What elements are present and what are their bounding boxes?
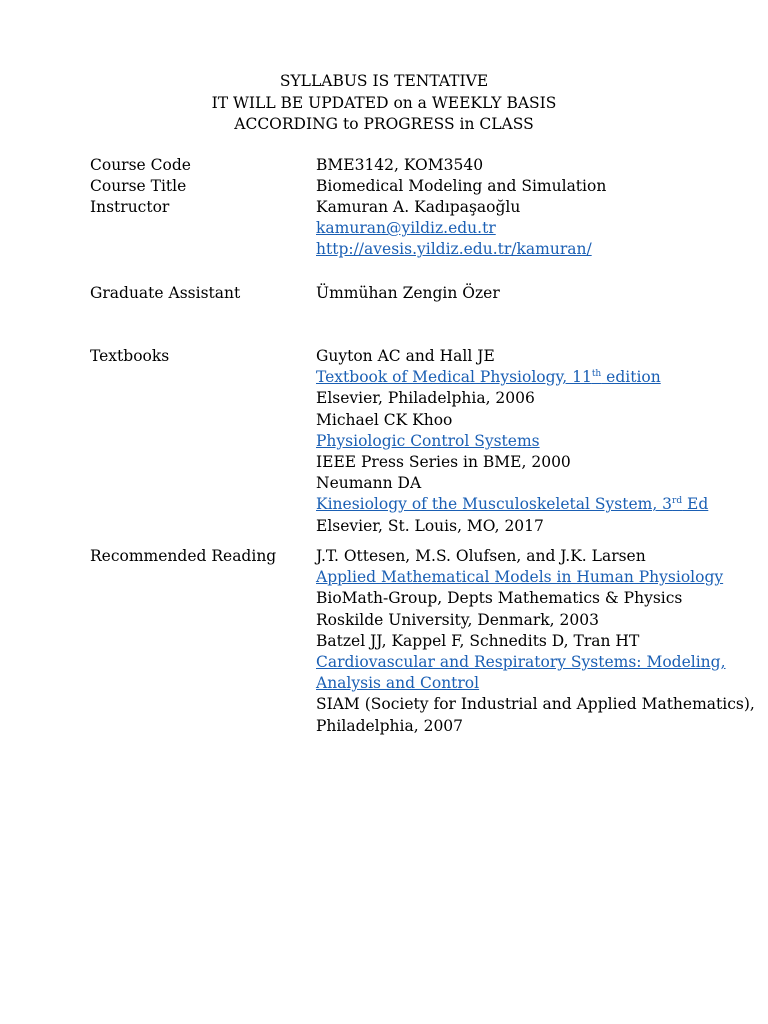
reading2-title-link-line1[interactable]: Cardiovascular and Respiratory Systems: Modeling,	[316, 653, 726, 672]
course-title-label: Course Title	[90, 177, 187, 195]
reading1-publisher-line2: Roskilde University, Denmark, 2003	[316, 610, 599, 629]
book3-title: Kinesiology of the Musculoskeletal System, 3	[316, 495, 673, 514]
book1-publisher: Elsevier, Philadelphia, 2006	[316, 389, 535, 408]
assistant-label: Graduate Assistant	[90, 284, 241, 302]
book1-title-sup: th	[591, 369, 602, 380]
instructor-email-link[interactable]: kamuran@yildiz.edu.tr	[316, 219, 496, 238]
book2-publisher: IEEE Press Series in BME, 2000	[316, 453, 571, 472]
instructor-label: Instructor	[90, 198, 170, 216]
reading2-authors: Batzel JJ, Kappel F, Schnedits D, Tran HT	[316, 631, 640, 650]
reading-list	[316, 546, 756, 737]
reading2-title-link-line2[interactable]: Analysis and Control	[316, 674, 480, 693]
book3-publisher: Elsevier, St. Louis, MO, 2017	[316, 516, 544, 535]
syllabus-header	[0, 71, 768, 136]
course-title-value: Biomedical Modeling and Simulation	[316, 177, 607, 195]
header-line-3: ACCORDING to PROGRESS in CLASS	[234, 115, 534, 133]
course-code-label: Course Code	[90, 156, 191, 174]
book1-authors: Guyton AC and Hall JE	[316, 347, 495, 365]
course-code-value: BME3142, KOM3540	[316, 156, 484, 174]
assistant-name: Ümmühan Zengin Özer	[316, 284, 500, 302]
book2-title-link[interactable]: Physiologic Control Systems	[316, 431, 540, 450]
book1-title-link[interactable]	[316, 368, 661, 386]
book2-authors: Michael CK Khoo	[316, 410, 453, 429]
reading-label: Recommended Reading	[90, 547, 277, 565]
book1-title-end: edition	[601, 368, 661, 387]
book3-authors: Neumann DA	[316, 474, 422, 493]
instructor-url-link[interactable]: http://avesis.yildiz.edu.tr/kamuran/	[316, 240, 592, 259]
textbooks-list	[316, 346, 756, 537]
book1-title: Textbook of Medical Physiology, 11	[316, 368, 592, 387]
textbooks-label: Textbooks	[90, 347, 170, 365]
reading1-title-link[interactable]: Applied Mathematical Models in Human Physiology	[316, 568, 724, 587]
reading2-publisher-line2: Philadelphia, 2007	[316, 716, 464, 735]
book3-title-sup: rd	[672, 496, 683, 507]
header-line-1: SYLLABUS IS TENTATIVE	[279, 72, 489, 90]
book3-title-end: Ed	[682, 495, 709, 514]
instructor-details	[316, 197, 756, 261]
instructor-name: Kamuran A. Kadıpaşaoğlu	[316, 198, 521, 216]
book3-title-link[interactable]	[316, 495, 708, 513]
header-line-2: IT WILL BE UPDATED on a WEEKLY BASIS	[211, 93, 557, 112]
reading1-authors: J.T. Ottesen, M.S. Olufsen, and J.K. Larsen	[316, 547, 646, 565]
reading1-publisher-line1: BioMath-Group, Depts Mathematics & Physics	[316, 589, 683, 608]
reading2-publisher-line1: SIAM (Society for Industrial and Applied Mathematics),	[316, 695, 755, 714]
